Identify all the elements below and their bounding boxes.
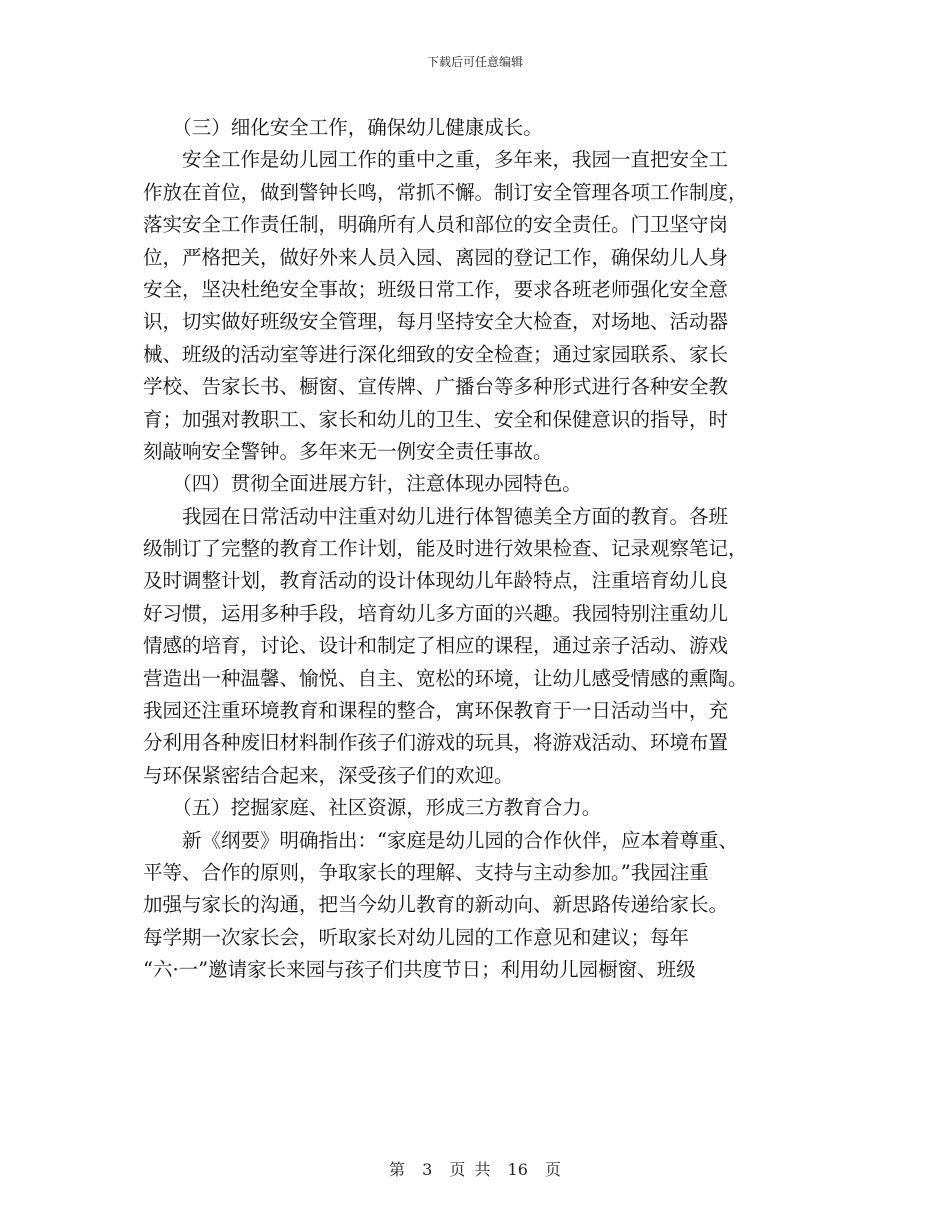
- text-line: 育；加强对教职工、家长和幼儿的卫生、安全和保健意识的指导，时: [143, 407, 729, 431]
- page-footer: [0, 1157, 950, 1180]
- text-line: （五）挖掘家庭、社区资源，形成三方教育合力。: [143, 796, 602, 820]
- text-line: 营造出一种温馨、愉悦、自主、宽松的环境，让幼儿感受情感的熏陶。: [143, 666, 748, 690]
- text-line: （三）细化安全工作，确保幼儿健康成长。: [143, 116, 543, 139]
- text-line: 加强与家长的沟通，把当今幼儿教育的新动向、新思路传递给家长。: [143, 893, 729, 917]
- text-line: 安全工作是幼儿园工作的重中之重，多年来，我园一直把安全工: [143, 148, 729, 172]
- text-line: （四）贯彻全面进展方针，注意体现办园特色。: [143, 472, 582, 496]
- footer-prefix: 第: [388, 1160, 405, 1179]
- text-line: 位，严格把关，做好外来人员入园、离园的登记工作，确保幼儿人身: [143, 245, 729, 269]
- text-line: 我园还注重环境教育和课程的整合，寓环保教育于一日活动当中，充: [143, 699, 729, 723]
- text-line: 平等、合作的原则，争取家长的理解、支持与主动参加。”我园注重: [143, 860, 709, 884]
- footer-mid: 页 共: [449, 1160, 491, 1179]
- text-line: 及时调整计划，教育活动的设计体现幼儿年龄特点，注重培育幼儿良: [143, 569, 729, 593]
- text-line: 识，切实做好班级安全管理，每月坚持安全大检查，对场地、活动器: [143, 310, 729, 334]
- text-line: 情感的培育，讨论、设计和制定了相应的课程，通过亲子活动、游戏: [143, 634, 729, 658]
- text-line: 分利用各种废旧材料制作孩子们游戏的玩具，将游戏活动、环境布置: [143, 731, 729, 755]
- footer-suffix: 页: [545, 1160, 562, 1179]
- text-line: 新《纲要》明确指出：“家庭是幼儿园的合作伙伴，应本着尊重、: [143, 828, 738, 852]
- total-page-count: 16: [507, 1160, 528, 1179]
- text-line: 械、班级的活动室等进行深化细致的安全检查；通过家园联系、家长: [143, 342, 729, 366]
- text-line: 作放在首位，做到警钟长鸣，常抓不懈。制订安全管理各项工作制度，: [143, 180, 748, 204]
- text-line: 刻敲响安全警钟。多年来无一例安全责任事故。: [143, 439, 553, 463]
- current-page-number: 3: [422, 1160, 433, 1179]
- page-header: 下载后可任意编辑: [426, 55, 523, 69]
- text-line: 学校、告家长书、橱窗、宣传牌、广播台等多种形式进行各种安全教: [143, 375, 729, 399]
- text-line: 我园在日常活动中注重对幼儿进行体智德美全方面的教育。各班: [143, 504, 729, 528]
- text-line: 与环保紧密结合起来，深受孩子们的欢迎。: [143, 763, 514, 787]
- text-line: 每学期一次家长会，听取家长对幼儿园的工作意见和建议；每年: [143, 925, 690, 949]
- text-line: “六·一”邀请家长来园与孩子们共度节日；利用幼儿园橱窗、班级: [143, 958, 696, 982]
- text-line: 好习惯，运用多种手段，培育幼儿多方面的兴趣。我园特别注重幼儿: [143, 601, 729, 625]
- text-line: 落实安全工作责任制，明确所有人员和部位的安全责任。门卫坚守岗: [143, 213, 729, 237]
- body-text: [143, 112, 803, 987]
- text-line: 级制订了完整的教育工作计划，能及时进行效果检查、记录观察笔记，: [143, 537, 748, 561]
- text-line: 安全，坚决杜绝安全事故；班级日常工作，要求各班老师强化安全意: [143, 277, 729, 301]
